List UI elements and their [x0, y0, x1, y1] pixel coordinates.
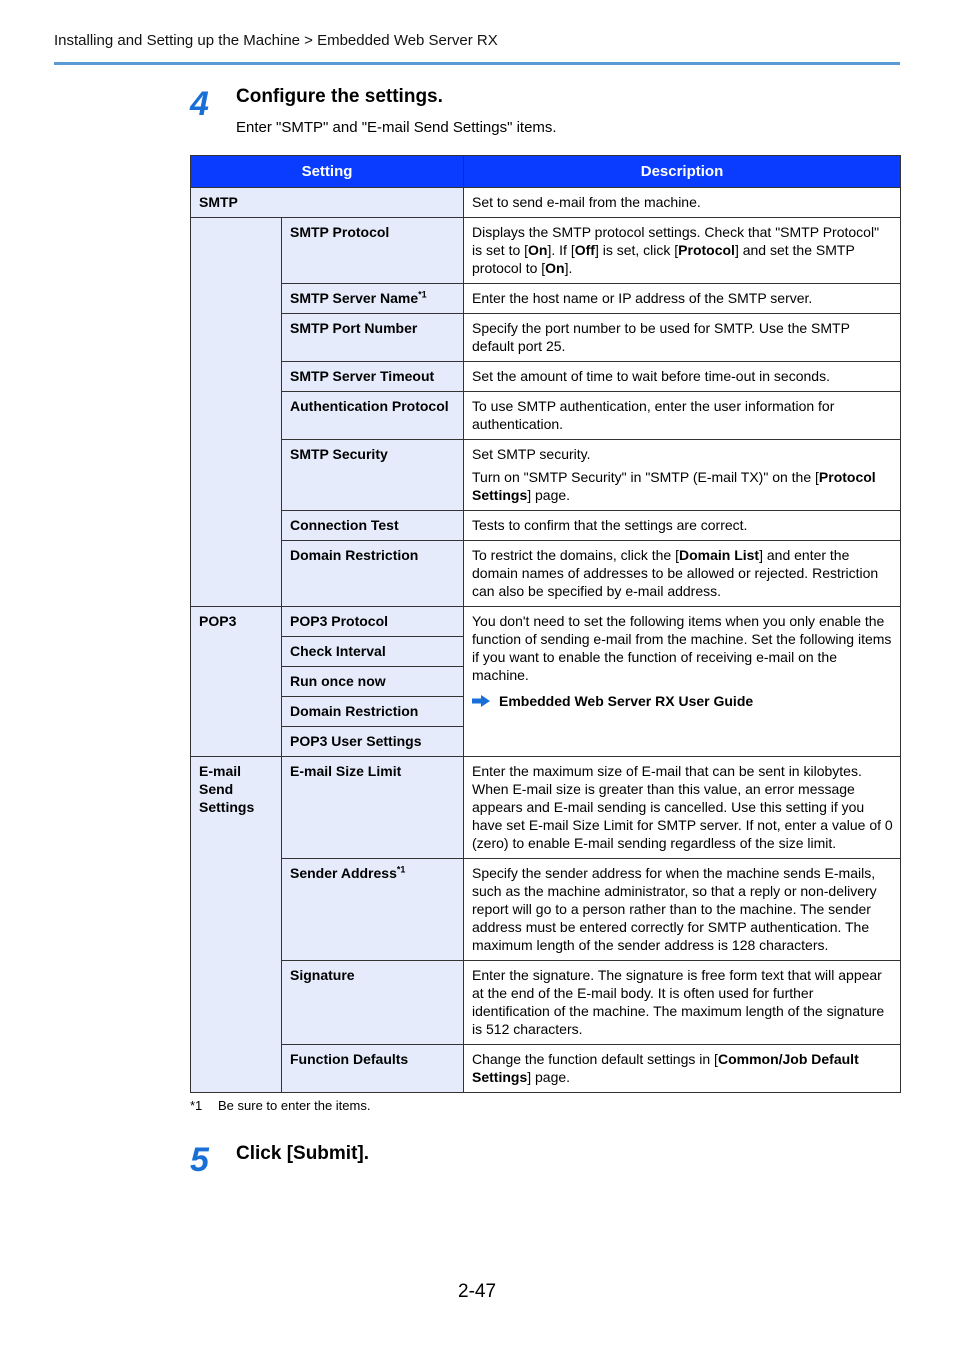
- setting-name: Check Interval: [282, 637, 464, 667]
- setting-name: Connection Test: [282, 511, 464, 541]
- column-header-description: Description: [464, 156, 901, 188]
- footnote-mark: *1: [190, 1098, 203, 1113]
- table-row: [191, 362, 901, 392]
- setting-name: SMTP Server Timeout: [282, 362, 464, 392]
- setting-name: SMTP Protocol: [282, 218, 464, 284]
- setting-description: Enter the maximum size of E-mail that can be sent in kilobytes. When E-mail size is greater than this value, an error message appears and E-mail sending is cancelled. Use this setting if you have set E-mail Size Limit for SMTP server. If not, enter a value of 0 (zero) to enable E-mail sending regardless of the size limit.: [464, 757, 901, 859]
- setting-name: Run once now: [282, 667, 464, 697]
- table-row: [191, 961, 901, 1045]
- table-row: [191, 218, 901, 284]
- setting-name: SMTP Server Name$^{*1}$: [282, 284, 464, 314]
- setting-description: To restrict the domains, click the [Domain List] and enter the domain names of addresses to be allowed or rejected. Restriction can also be specified by e-mail address.: [464, 541, 901, 607]
- footnote-ref: *1: [396, 864, 406, 875]
- table-row: [191, 511, 901, 541]
- column-header-setting: Setting: [191, 156, 464, 188]
- setting-description: Enter the host name or IP address of the SMTP server.: [464, 284, 901, 314]
- setting-description-line: Set SMTP security.: [472, 446, 591, 462]
- setting-name: POP3 User Settings: [282, 727, 464, 757]
- setting-name: Function Defaults: [282, 1045, 464, 1093]
- setting-description: Change the function default settings in [Common/Job Default Settings] page.: [464, 1045, 901, 1093]
- setting-description-line: Turn on "SMTP Security" in "SMTP (E-mail TX)" on the [Protocol Settings] page.: [472, 469, 876, 503]
- setting-name: E-mail Size Limit: [282, 757, 464, 859]
- setting-name: SMTP Security: [282, 440, 464, 511]
- table-row: [191, 541, 901, 607]
- setting-name: Sender Address$^{*1}$: [282, 859, 464, 961]
- breadcrumb: Installing and Setting up the Machine > Embedded Web Server RX: [54, 32, 498, 49]
- step-5-number: 5: [190, 1141, 209, 1179]
- table-row: [191, 757, 901, 859]
- step-4-title: Configure the settings.: [236, 86, 443, 107]
- table-row: [191, 392, 901, 440]
- setting-description: [464, 440, 901, 511]
- setting-description: Tests to confirm that the settings are correct.: [464, 511, 901, 541]
- category-spacer: [191, 218, 282, 607]
- settings-table: [190, 155, 901, 1093]
- setting-name: SMTP Port Number: [282, 314, 464, 362]
- category-smtp: SMTP: [191, 188, 464, 218]
- table-row: [191, 188, 901, 218]
- setting-description: Set the amount of time to wait before time-out in seconds.: [464, 362, 901, 392]
- step-4-number: 4: [190, 85, 209, 123]
- step-4-description: Enter "SMTP" and "E-mail Send Settings" items.: [236, 119, 557, 136]
- step-5-title: Click [Submit].: [236, 1143, 370, 1164]
- page-number: 2-47: [458, 1281, 497, 1302]
- setting-name: Signature: [282, 961, 464, 1045]
- setting-name: Domain Restriction: [282, 697, 464, 727]
- setting-description: Specify the port number to be used for SMTP. Use the SMTP default port 25.: [464, 314, 901, 362]
- arrow-right-icon: [472, 695, 490, 707]
- table-row: [191, 607, 901, 637]
- setting-description: Specify the sender address for when the machine sends E-mails, such as the machine administrator, so that a reply or non-delivery report will go to a person rather than to the machine. The sender address must be entered correctly for SMTP authentication. The maximum length of the sender address is 128 characters.: [464, 859, 901, 961]
- category-pop3: POP3: [191, 607, 282, 757]
- footnote-ref: *1: [418, 289, 427, 300]
- table-header-row: [191, 156, 901, 188]
- table-row: [191, 440, 901, 511]
- user-guide-reference[interactable]: [472, 692, 893, 710]
- setting-name: Domain Restriction: [282, 541, 464, 607]
- setting-description: Enter the signature. The signature is free form text that will appear at the end of the E-mail body. It is often used for further identification of the machine. The maximum length of the signature is 512 characters.: [464, 961, 901, 1045]
- setting-description: Displays the SMTP protocol settings. Check that "SMTP Protocol" is set to [On]. If [Off] is set, click [Protocol] and set the SMTP protocol to [On].: [464, 218, 901, 284]
- category-line: Send: [199, 781, 234, 797]
- category-line: E-mail: [199, 763, 242, 779]
- table-row: [191, 1045, 901, 1093]
- user-guide-link[interactable]: Embedded Web Server RX User Guide: [499, 693, 754, 709]
- footnote-text: Be sure to enter the items.: [218, 1098, 371, 1113]
- table-row: [191, 284, 901, 314]
- category-line: Settings: [199, 799, 255, 815]
- setting-name: POP3 Protocol: [282, 607, 464, 637]
- table-row: [191, 314, 901, 362]
- setting-description: To use SMTP authentication, enter the user information for authentication.: [464, 392, 901, 440]
- table-row: [191, 859, 901, 961]
- pop3-description: [464, 607, 901, 757]
- pop3-description-text: You don't need to set the following items when you only enable the function of sending e-mail from the machine. Set the following items if you want to enable the function of receiving e-mail on the machine.: [472, 613, 892, 683]
- category-smtp-description: Set to send e-mail from the machine.: [464, 188, 901, 218]
- footnote: [190, 1098, 370, 1113]
- setting-name: Authentication Protocol: [282, 392, 464, 440]
- category-email-send-settings: [191, 757, 282, 1093]
- header-divider: [54, 62, 900, 65]
